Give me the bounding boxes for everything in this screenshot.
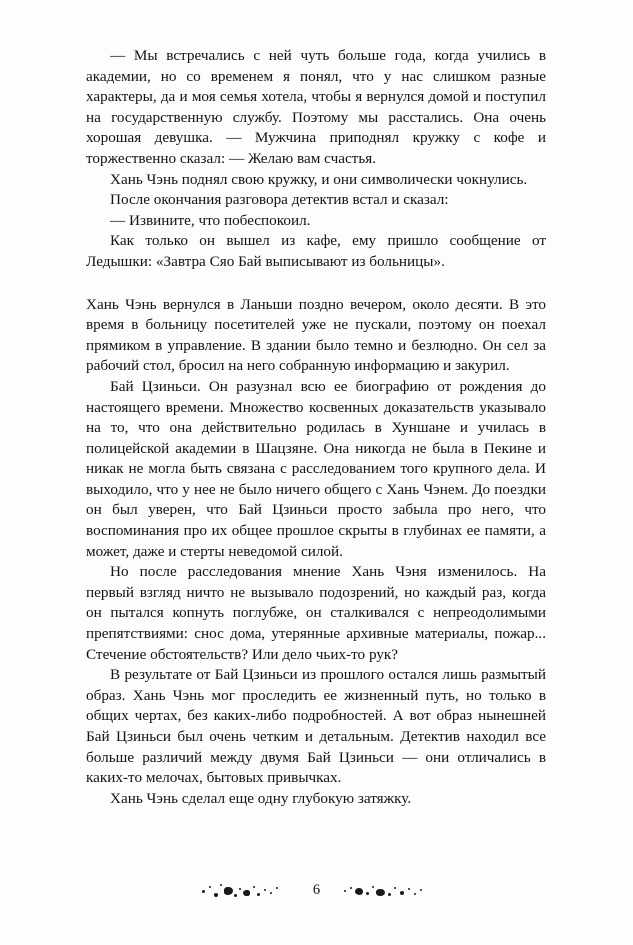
paragraph: Но после расследования мнение Хань Чэня изменилось. На первый взгляд ничто не вызывало подозрений, но каждый раз, когда он пытался копнуть поглубже, он сталкивался с непреодолимыми препятствиями: снос дома, утерянные архивные материалы, пожар... Стечение обстоятельств? Или дело чьих-то рук? [86, 563, 546, 663]
page-footer [0, 879, 633, 907]
ink-splatter-ornament-right [340, 881, 426, 903]
page-text-column [86, 46, 546, 809]
paragraph: Хань Чэнь поднял свою кружку, и они символически чокнулись. [110, 170, 528, 188]
section-break [86, 273, 546, 295]
page-number: 6 [312, 882, 321, 898]
paragraph: — Мы встречались с ней чуть больше года, когда учились в академии, но со временем я понял, что у нас слишком разные характеры, да и моя семья хотела, чтобы я вернулся домой и поступил на государственную службу. Поэтому мы расстались. Она очень хорошая девушка. — Мужчина приподнял кружку с кофе и торжественно сказал: — Желаю вам счастья. [86, 47, 546, 167]
text-block-2 [86, 295, 546, 810]
text-block-1 [86, 46, 546, 273]
paragraph: Хань Чэнь сделал еще одну глубокую затяжку. [110, 789, 412, 807]
paragraph: После окончания разговора детектив встал и сказал: [110, 191, 449, 209]
paragraph: Хань Чэнь вернулся в Ланьши поздно вечером, около десяти. В это время в больницу посетителей уже не пускали, поэтому он поехал прямиком в управление. В здании было темно и безлюдно. Он сел за рабочий стол, бросил на него собранную информацию и закурил. [86, 295, 546, 375]
paragraph: — Извините, что побеспокоил. [110, 211, 311, 229]
paragraph: Бай Цзиньси. Он разузнал всю ее биографию от рождения до настоящего времени. Множество косвенных доказательств указывало на то, что она действительно родилась в Хуншане и училась в полицейской академии в Шацзяне. Она никогда не была в Пекине и никак не могла быть связана с расследованием того крупного дела. И выходило, что у нее не было ничего общего с Хань Чэнем. До поездки он был уверен, что Бай Цзиньси просто забыла про него, что воспоминания про их общее прошлое скрыты в глубинах ее памяти, а может, даже и стерты неведомой силой. [86, 377, 546, 560]
paragraph: Как только он вышел из кафе, ему пришло сообщение от Ледышки: «Завтра Сяо Бай выписывают из больницы». [86, 232, 546, 270]
paragraph: В результате от Бай Цзиньси из прошлого остался лишь размытый образ. Хань Чэнь мог проследить ее жизненный путь, но только в общих чертах, без каких-либо подробностей. А вот образ нынешней Бай Цзиньси был очень четким и детальным. Детектив находил все больше различий между двумя Бай Цзиньси — они отличались в каких-то мелочах, бытовых привычках. [86, 666, 546, 787]
